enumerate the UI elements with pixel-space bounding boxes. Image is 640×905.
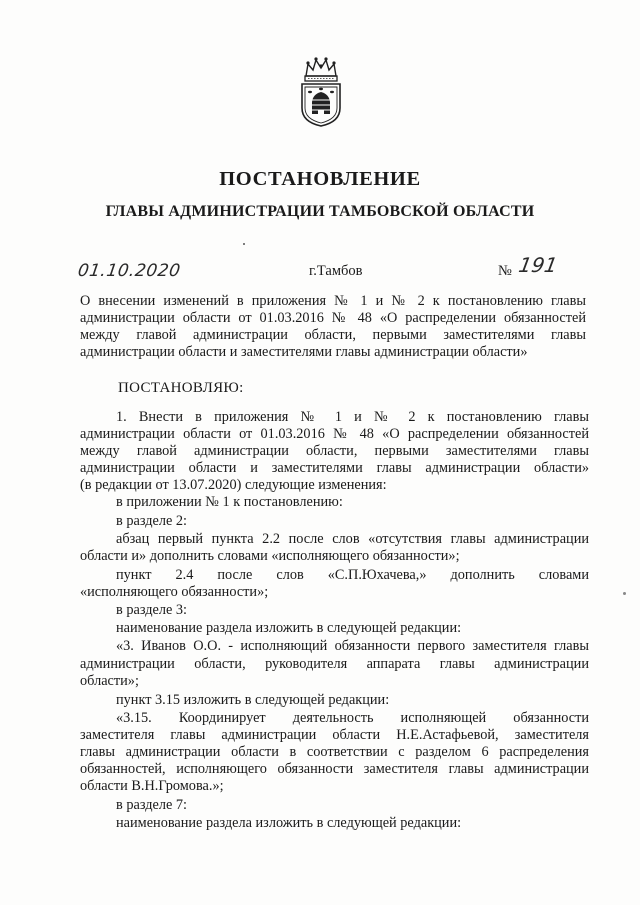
- city-name: г.Тамбов: [309, 263, 363, 279]
- body-line: в приложении № 1 к постановлению:: [116, 494, 343, 510]
- body-line: пункт 3.15 изложить в следующей редакции:: [116, 692, 390, 708]
- body-line: области и» дополнить словами «исполняющего обязанности»;: [80, 548, 460, 564]
- body-line: в разделе 3:: [116, 602, 188, 618]
- body-line: заместителя главы администрации области Н.Е.Астафьевой, заместителя: [80, 727, 589, 743]
- subject-line: О внесении изменений в приложения № 1 и № 2 к постановлению главы: [80, 293, 586, 309]
- body-line: обязанностей, исполняющего обязанности заместителя главы администрации: [80, 761, 589, 777]
- tambov-region-coat-of-arms-icon: [296, 56, 346, 128]
- body-line: в разделе 7:: [116, 797, 188, 813]
- document-subtitle: ГЛАВЫ АДМИНИСТРАЦИИ ТАМБОВСКОЙ ОБЛАСТИ: [105, 203, 535, 220]
- body-line: «3.15. Координирует деятельность исполняющей обязанности: [116, 710, 589, 726]
- body-line: наименование раздела изложить в следующей редакции:: [116, 815, 462, 831]
- body-line: главы администрации области в соответствии с разделом 6 распределения: [80, 744, 589, 760]
- body-line: администрации области от 01.03.2016 № 48 «О распределении обязанностей: [80, 426, 589, 442]
- body-line: наименование раздела изложить в следующей редакции:: [116, 620, 462, 636]
- scan-speck: [623, 592, 626, 595]
- body-line: пункт 2.4 после слов «С.П.Юхачева,» дополнить словами: [116, 567, 589, 583]
- body-line: «3. Иванов О.О. - исполняющий обязанности первого заместителя главы: [116, 638, 589, 654]
- subject-line: администрации области и заместителями главы администрации области»: [80, 344, 528, 360]
- body-line: области»;: [80, 673, 139, 689]
- handwritten-date: 01.10.2020: [76, 261, 182, 281]
- scan-speck: [243, 243, 245, 245]
- number-label: №: [498, 263, 512, 279]
- subject-line: администрации области от 01.03.2016 № 48 «О распределении обязанностей: [80, 310, 586, 326]
- body-line: «исполняющего обязанности»;: [80, 584, 269, 600]
- body-line: 1. Внести в приложения № 1 и № 2 к постановлению главы: [116, 409, 589, 425]
- subject-line: между главой администрации области, первыми заместителями главы: [80, 327, 586, 343]
- body-line: (в редакции от 13.07.2020) следующие изменения:: [80, 477, 387, 493]
- body-line: администрации области и заместителями главы администрации области»: [80, 460, 589, 476]
- body-line: администрации области, руководителя аппарата главы администрации: [80, 656, 589, 672]
- decree-word: ПОСТАНОВЛЯЮ:: [118, 380, 244, 396]
- body-line: абзац первый пункта 2.2 после слов «отсутствия главы администрации: [116, 531, 589, 547]
- body-line: в разделе 2:: [116, 513, 188, 529]
- body-line: между главой администрации области, первыми заместителями главы: [80, 443, 589, 459]
- handwritten-number: 191: [516, 253, 560, 277]
- body-line: области В.Н.Громова.»;: [80, 778, 224, 794]
- document-title: ПОСТАНОВЛЕНИЕ: [219, 168, 421, 190]
